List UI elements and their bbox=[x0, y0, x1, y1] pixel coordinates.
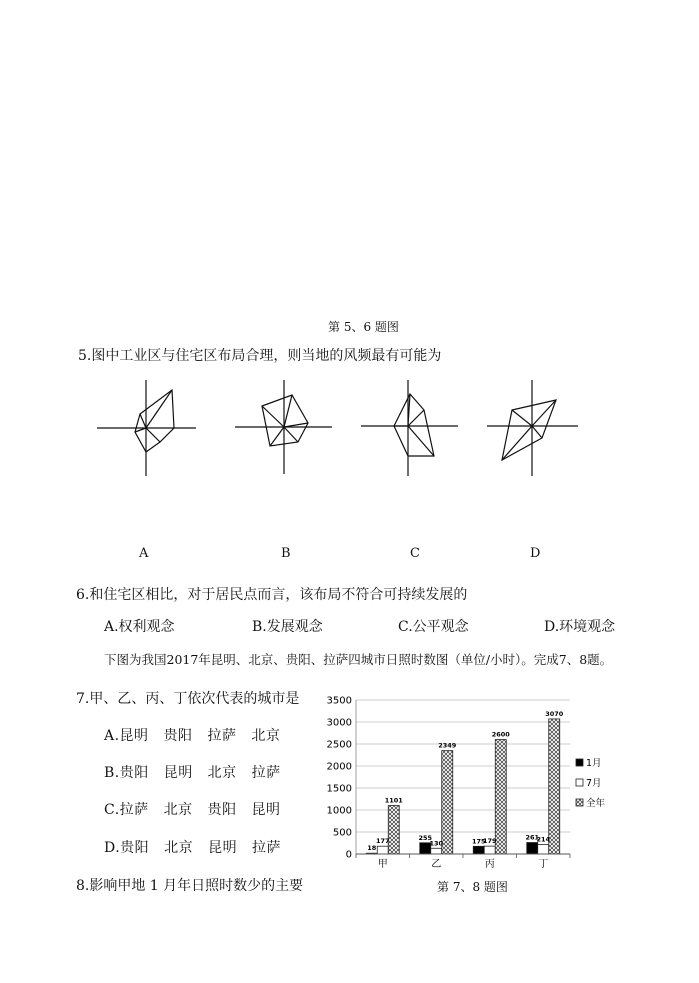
q7-a-city-1: A.昆明 bbox=[104, 728, 149, 744]
data-label: 1101 bbox=[384, 796, 403, 805]
figure-caption-5-6: 第 5、6 题图 bbox=[328, 320, 399, 334]
q7-b-city-4: 拉萨 bbox=[251, 765, 281, 781]
intro-7-8: 下图为我国2017年昆明、北京、贵阳、拉萨四城市日照时数图（单位/小时）。完成7、8题。 bbox=[104, 652, 613, 667]
q7-d-city-1: D.贵阳 bbox=[104, 840, 150, 856]
bar-全年-乙 bbox=[442, 751, 453, 854]
legend-swatch-1月 bbox=[576, 759, 583, 766]
q7-a-city-4: 北京 bbox=[251, 728, 281, 744]
q7-c-city-3: 贵阳 bbox=[207, 802, 237, 818]
x-tick-label: 甲 bbox=[377, 859, 388, 870]
legend-label: 7月 bbox=[586, 778, 602, 789]
q7-option-b bbox=[104, 762, 281, 782]
question-5-stem: 5.图中工业区与住宅区布局合理，则当地的风频最有可能为 bbox=[78, 348, 442, 364]
q6-option-a: A.权利观念 bbox=[104, 619, 175, 635]
bar-1月-丁 bbox=[527, 843, 538, 854]
q7-a-city-3: 拉萨 bbox=[207, 728, 237, 744]
question-8-stem: 8.影响甲地 1 月年日照时数少的主要 bbox=[76, 878, 304, 894]
y-tick-label: 500 bbox=[332, 827, 352, 839]
bar-全年-丁 bbox=[549, 719, 560, 854]
data-label: 3070 bbox=[545, 709, 564, 718]
x-tick-label: 丙 bbox=[484, 859, 495, 870]
wind-rose-a bbox=[97, 380, 196, 476]
bar-7月-丙 bbox=[484, 846, 495, 854]
y-tick-label: 1000 bbox=[326, 805, 352, 817]
wind-rose-c bbox=[361, 380, 458, 476]
legend-swatch-全年 bbox=[576, 799, 583, 806]
q7-b-city-3: 北京 bbox=[207, 765, 237, 781]
wind-rose-b bbox=[235, 380, 332, 474]
bar-7月-乙 bbox=[431, 848, 442, 854]
data-label: 2600 bbox=[491, 730, 510, 739]
data-label: 130 bbox=[429, 839, 444, 848]
y-tick-label: 0 bbox=[345, 849, 352, 861]
option-label-c: C bbox=[410, 546, 420, 561]
legend-label: 1月 bbox=[586, 758, 602, 769]
x-tick-label: 乙 bbox=[431, 859, 442, 870]
q6-option-b: B.发展观念 bbox=[252, 619, 323, 635]
wind-rose-d bbox=[487, 380, 578, 476]
q6-option-c: C.公平观念 bbox=[398, 619, 469, 635]
data-label: 177 bbox=[375, 837, 390, 846]
data-label: 2349 bbox=[438, 741, 457, 750]
y-tick-label: 1500 bbox=[326, 783, 352, 795]
bar-全年-甲 bbox=[388, 806, 399, 854]
bar-全年-丙 bbox=[495, 740, 506, 854]
figure-caption-7-8: 第 7、8 题图 bbox=[437, 880, 508, 894]
question-6-stem: 6.和住宅区相比，对于居民点而言，该布局不符合可持续发展的 bbox=[76, 587, 468, 603]
data-label: 255 bbox=[418, 833, 433, 842]
legend-swatch-7月 bbox=[576, 779, 583, 786]
data-label: 18 bbox=[367, 844, 377, 853]
question-7-stem: 7.甲、乙、丙、丁依次代表的城市是 bbox=[76, 691, 300, 707]
y-tick-label: 2500 bbox=[326, 739, 352, 751]
q7-c-city-4: 昆明 bbox=[251, 802, 281, 818]
q7-option-c bbox=[104, 799, 281, 819]
option-label-b: B bbox=[281, 546, 291, 561]
option-label-d: D bbox=[530, 546, 541, 561]
data-label: 261 bbox=[525, 833, 540, 842]
legend-label: 全年 bbox=[586, 798, 606, 809]
data-label: 214 bbox=[536, 835, 551, 844]
x-tick-label: 丁 bbox=[538, 859, 549, 870]
y-tick-label: 2000 bbox=[326, 761, 352, 773]
sunshine-hours-chart bbox=[318, 690, 618, 870]
q7-c-city-2: 北京 bbox=[163, 802, 193, 818]
q7-d-city-4: 拉萨 bbox=[252, 840, 282, 856]
q6-option-d: D.环境观念 bbox=[544, 619, 616, 635]
data-label: 179 bbox=[482, 837, 497, 846]
q7-option-a bbox=[104, 725, 280, 745]
y-tick-label: 3000 bbox=[326, 717, 352, 729]
q7-c-city-1: C.拉萨 bbox=[104, 802, 149, 818]
wind-rose-options bbox=[0, 370, 699, 510]
q7-b-city-1: B.贵阳 bbox=[104, 765, 149, 781]
bar-7月-丁 bbox=[538, 845, 549, 854]
q7-d-city-2: 北京 bbox=[164, 840, 194, 856]
option-label-a: A bbox=[139, 546, 149, 561]
bar-7月-甲 bbox=[377, 846, 388, 854]
q7-option-d bbox=[104, 837, 281, 857]
q7-a-city-2: 贵阳 bbox=[163, 728, 193, 744]
y-tick-label: 3500 bbox=[326, 695, 352, 707]
q7-b-city-2: 昆明 bbox=[163, 765, 193, 781]
data-label: 175 bbox=[471, 837, 486, 846]
q7-d-city-3: 昆明 bbox=[208, 840, 238, 856]
bar-1月-丙 bbox=[473, 846, 484, 854]
